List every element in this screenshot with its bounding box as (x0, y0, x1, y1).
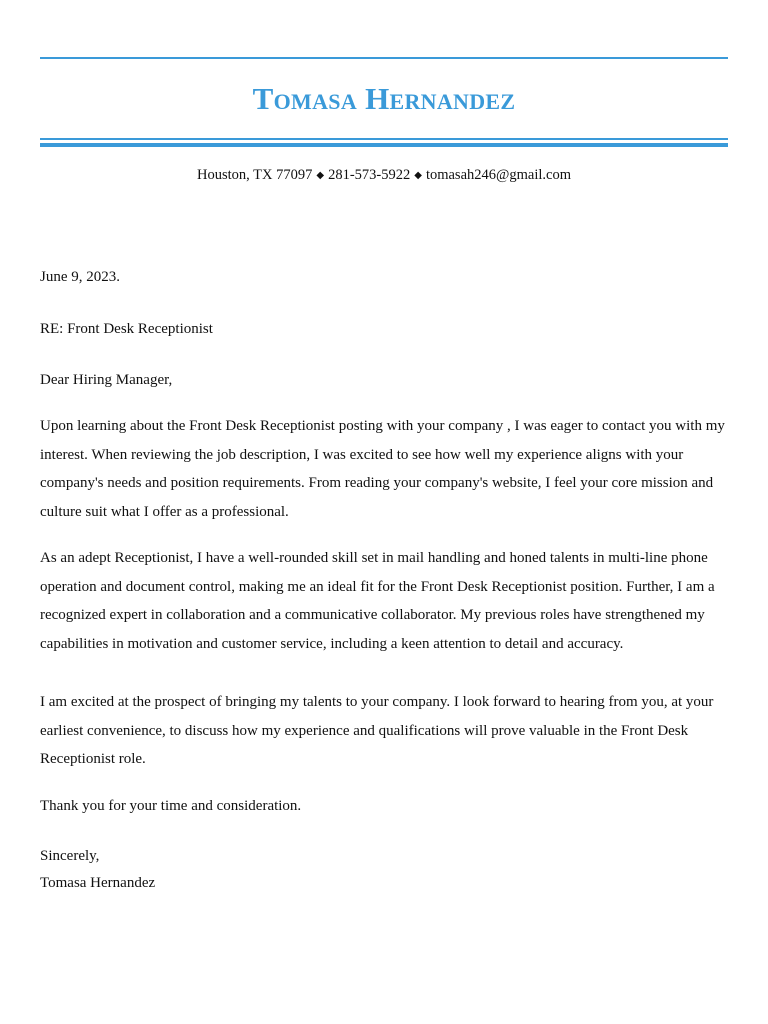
letter-paragraph-2: As an adept Receptionist, I have a well-rounded skill set in mail handling and honed talents in multi-line phone operation and document control, making me an ideal fit for the Front Desk Receptionist position. Further, I am a recognized expert in collaboration and a communicative collaborator. My previous roles have strengthened my capabilities in motivation and customer service, including a keen attention to detail and accuracy. (40, 550, 715, 652)
contact-address: Houston, TX 77097 (197, 167, 313, 183)
letter-closing-block (40, 843, 730, 897)
contact-line (40, 165, 728, 186)
letter-re-line: RE: Front Desk Receptionist (40, 321, 213, 337)
diamond-separator-icon: ◆ (316, 170, 325, 181)
contact-email[interactable]: tomasah246@gmail.com (425, 167, 571, 183)
applicant-name: Tomasa Hernandez (252, 81, 516, 116)
letter-paragraph-1: Upon learning about the Front Desk Receptionist posting with your company , I was eager to contact you with my interest. When reviewing the job description, I was excited to see how well my experience aligns with your company's needs and position requirements. From reading your company's website, I feel your core mission and culture suit what I offer as a professional. (40, 418, 725, 520)
diamond-separator-icon: ◆ (414, 170, 422, 181)
header-double-rule-thin (40, 138, 728, 140)
header-top-rule (40, 57, 728, 59)
letter-paragraph-3: I am excited at the prospect of bringing my talents to your company. I look forward to hearing from you, at your earliest convenience, to discuss how my experience and qualifications will prove valuable in the Front Desk Receptionist role. (40, 694, 714, 767)
letter-signature: Tomasa Hernandez (40, 875, 156, 891)
contact-phone: 281-573-5922 (328, 167, 411, 183)
letter-salutation: Dear Hiring Manager, (40, 372, 173, 388)
letter-thanks: Thank you for your time and consideration. (40, 798, 302, 814)
letter-closing: Sincerely, (40, 848, 100, 864)
header-double-rule-thick (40, 143, 728, 147)
letter-date: June 9, 2023. (40, 269, 120, 285)
